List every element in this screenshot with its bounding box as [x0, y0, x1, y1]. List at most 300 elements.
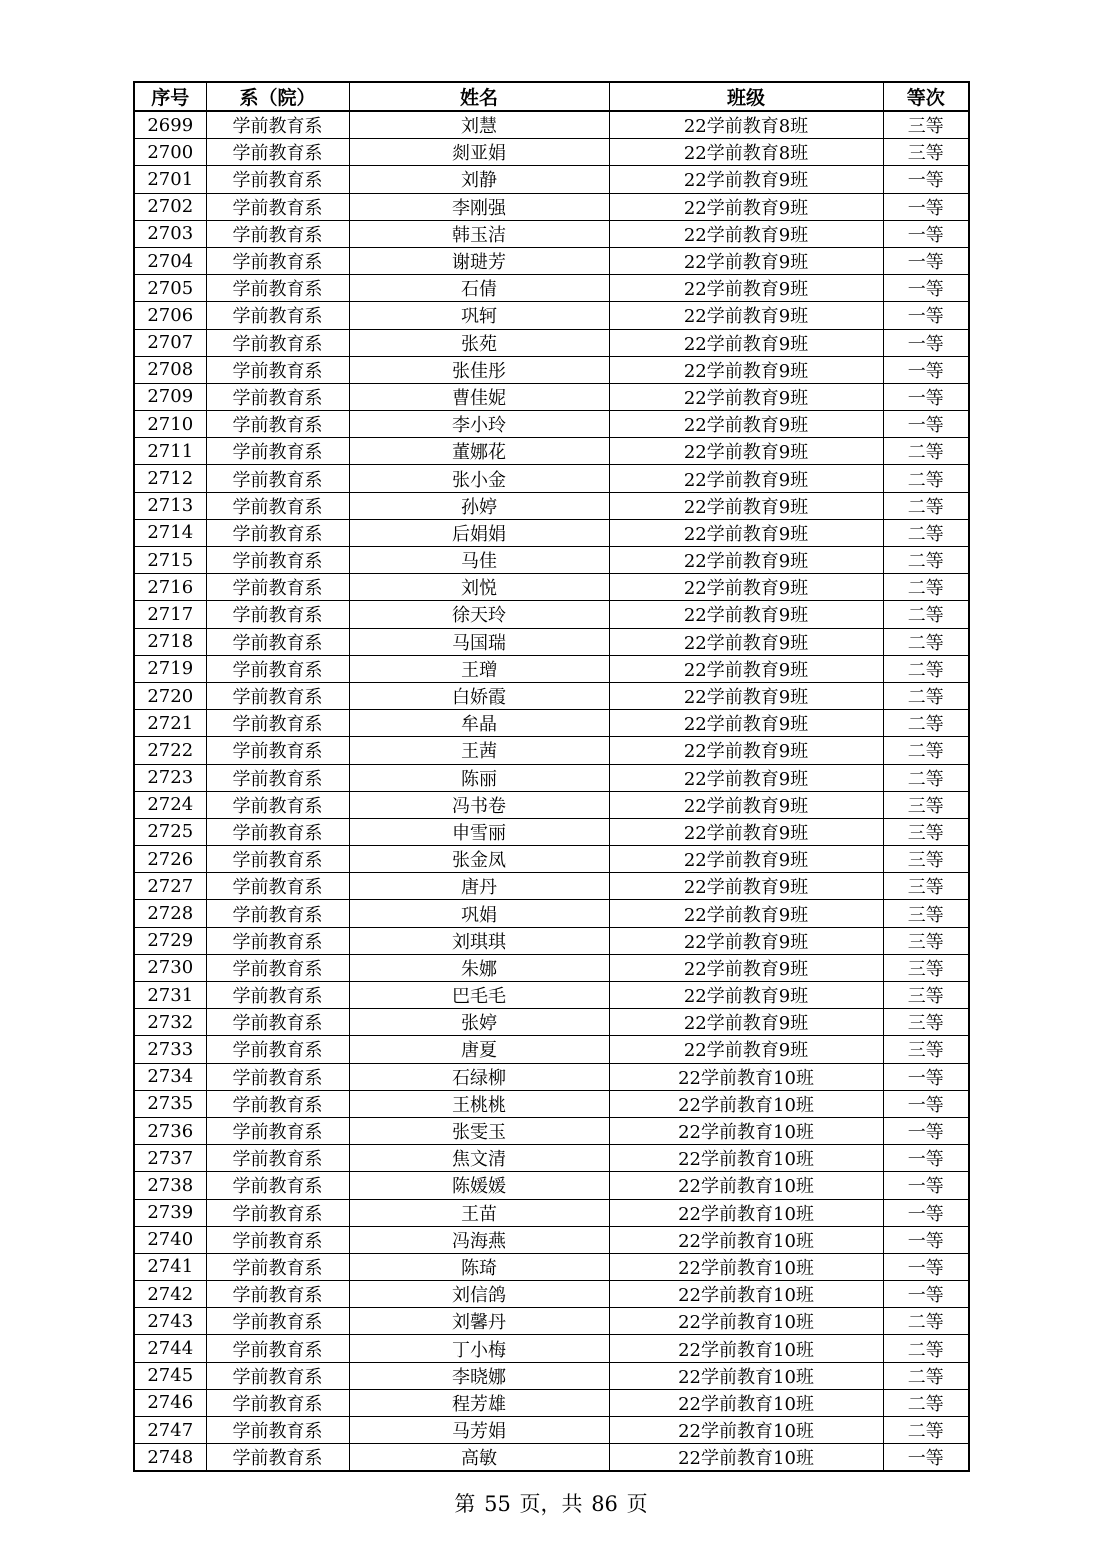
table-row — [134, 818, 969, 845]
table-row — [134, 764, 969, 791]
footer-current-page: 55 — [484, 1492, 511, 1516]
cell-class: 22学前教育10班 — [609, 1090, 883, 1117]
cell-class: 22学前教育9班 — [609, 764, 883, 791]
cell-serial-number: 2715 — [134, 547, 206, 574]
footer-middle: 页，共 — [519, 1492, 583, 1516]
cell-department: 学前教育系 — [206, 1063, 349, 1090]
cell-class: 22学前教育9班 — [609, 438, 883, 465]
table-row — [134, 1199, 969, 1226]
table-row — [134, 737, 969, 764]
table-row — [134, 1009, 969, 1036]
table-row — [134, 1063, 969, 1090]
cell-name: 陈媛媛 — [349, 1172, 609, 1199]
cell-name: 刘信鸽 — [349, 1281, 609, 1308]
table-row — [134, 1444, 969, 1472]
cell-name: 张婷 — [349, 1009, 609, 1036]
header-class: 班级 — [609, 82, 883, 111]
cell-class: 22学前教育9班 — [609, 329, 883, 356]
cell-name: 孙婷 — [349, 492, 609, 519]
table-row — [134, 628, 969, 655]
cell-department: 学前教育系 — [206, 1308, 349, 1335]
cell-grade: 二等 — [883, 492, 969, 519]
table-row — [134, 1335, 969, 1362]
cell-class: 22学前教育9班 — [609, 411, 883, 438]
cell-class: 22学前教育9班 — [609, 873, 883, 900]
table-row — [134, 710, 969, 737]
table-header-row — [134, 82, 969, 111]
cell-grade: 一等 — [883, 220, 969, 247]
table-row — [134, 1281, 969, 1308]
cell-name: 刘悦 — [349, 574, 609, 601]
cell-department: 学前教育系 — [206, 411, 349, 438]
cell-department: 学前教育系 — [206, 275, 349, 302]
cell-grade: 一等 — [883, 1199, 969, 1226]
cell-serial-number: 2735 — [134, 1090, 206, 1117]
cell-grade: 二等 — [883, 1389, 969, 1416]
cell-grade: 一等 — [883, 329, 969, 356]
cell-name: 唐丹 — [349, 873, 609, 900]
cell-grade: 一等 — [883, 1444, 969, 1472]
cell-department: 学前教育系 — [206, 1172, 349, 1199]
cell-class: 22学前教育9班 — [609, 846, 883, 873]
cell-grade: 三等 — [883, 111, 969, 139]
cell-name: 申雪丽 — [349, 818, 609, 845]
cell-name: 唐夏 — [349, 1036, 609, 1063]
cell-grade: 二等 — [883, 655, 969, 682]
table-row — [134, 846, 969, 873]
cell-name: 马佳 — [349, 547, 609, 574]
cell-department: 学前教育系 — [206, 1199, 349, 1226]
cell-class: 22学前教育8班 — [609, 111, 883, 139]
table-body — [134, 111, 969, 1471]
cell-name: 焦文清 — [349, 1145, 609, 1172]
cell-name: 刘琪琪 — [349, 927, 609, 954]
cell-serial-number: 2724 — [134, 791, 206, 818]
table-row — [134, 1362, 969, 1389]
cell-name: 张佳彤 — [349, 356, 609, 383]
cell-class: 22学前教育9班 — [609, 927, 883, 954]
cell-department: 学前教育系 — [206, 1090, 349, 1117]
cell-name: 刘慧 — [349, 111, 609, 139]
cell-serial-number: 2736 — [134, 1117, 206, 1144]
cell-department: 学前教育系 — [206, 1362, 349, 1389]
cell-name: 冯书卷 — [349, 791, 609, 818]
cell-department: 学前教育系 — [206, 710, 349, 737]
cell-name: 张金凤 — [349, 846, 609, 873]
cell-class: 22学前教育9班 — [609, 574, 883, 601]
cell-class: 22学前教育10班 — [609, 1253, 883, 1280]
cell-department: 学前教育系 — [206, 1335, 349, 1362]
cell-class: 22学前教育9班 — [609, 682, 883, 709]
cell-department: 学前教育系 — [206, 846, 349, 873]
cell-department: 学前教育系 — [206, 465, 349, 492]
table-row — [134, 1145, 969, 1172]
table-row — [134, 166, 969, 193]
cell-grade: 一等 — [883, 411, 969, 438]
cell-serial-number: 2707 — [134, 329, 206, 356]
cell-grade: 一等 — [883, 247, 969, 274]
cell-serial-number: 2700 — [134, 139, 206, 166]
header-grade: 等次 — [883, 82, 969, 111]
cell-grade: 二等 — [883, 465, 969, 492]
header-department: 系（院） — [206, 82, 349, 111]
cell-department: 学前教育系 — [206, 1417, 349, 1444]
cell-serial-number: 2733 — [134, 1036, 206, 1063]
cell-name: 马芳娟 — [349, 1417, 609, 1444]
cell-class: 22学前教育9班 — [609, 302, 883, 329]
table-row — [134, 655, 969, 682]
cell-grade: 三等 — [883, 873, 969, 900]
cell-grade: 一等 — [883, 275, 969, 302]
cell-name: 张雯玉 — [349, 1117, 609, 1144]
cell-department: 学前教育系 — [206, 166, 349, 193]
cell-grade: 三等 — [883, 139, 969, 166]
cell-class: 22学前教育10班 — [609, 1417, 883, 1444]
table-row — [134, 411, 969, 438]
cell-grade: 二等 — [883, 764, 969, 791]
cell-department: 学前教育系 — [206, 329, 349, 356]
cell-serial-number: 2718 — [134, 628, 206, 655]
cell-serial-number: 2739 — [134, 1199, 206, 1226]
cell-serial-number: 2730 — [134, 954, 206, 981]
cell-grade: 二等 — [883, 574, 969, 601]
cell-grade: 二等 — [883, 1417, 969, 1444]
cell-grade: 三等 — [883, 846, 969, 873]
table-row — [134, 982, 969, 1009]
cell-name: 巴毛毛 — [349, 982, 609, 1009]
cell-serial-number: 2738 — [134, 1172, 206, 1199]
cell-grade: 一等 — [883, 193, 969, 220]
cell-serial-number: 2699 — [134, 111, 206, 139]
cell-serial-number: 2716 — [134, 574, 206, 601]
cell-serial-number: 2748 — [134, 1444, 206, 1472]
cell-name: 王茜 — [349, 737, 609, 764]
cell-name: 谢琎芳 — [349, 247, 609, 274]
table-row — [134, 383, 969, 410]
cell-class: 22学前教育10班 — [609, 1145, 883, 1172]
table-row — [134, 601, 969, 628]
cell-class: 22学前教育9班 — [609, 791, 883, 818]
cell-department: 学前教育系 — [206, 655, 349, 682]
page-footer — [0, 1488, 1102, 1518]
cell-name: 巩娟 — [349, 900, 609, 927]
cell-grade: 三等 — [883, 1009, 969, 1036]
cell-name: 巩轲 — [349, 302, 609, 329]
cell-department: 学前教育系 — [206, 438, 349, 465]
cell-name: 张小金 — [349, 465, 609, 492]
cell-grade: 二等 — [883, 1308, 969, 1335]
cell-class: 22学前教育9班 — [609, 547, 883, 574]
cell-serial-number: 2713 — [134, 492, 206, 519]
cell-name: 白娇霞 — [349, 682, 609, 709]
cell-class: 22学前教育9班 — [609, 954, 883, 981]
cell-class: 22学前教育10班 — [609, 1172, 883, 1199]
cell-name: 冯海燕 — [349, 1226, 609, 1253]
cell-serial-number: 2743 — [134, 1308, 206, 1335]
cell-class: 22学前教育10班 — [609, 1389, 883, 1416]
cell-serial-number: 2740 — [134, 1226, 206, 1253]
table-row — [134, 574, 969, 601]
cell-name: 丁小梅 — [349, 1335, 609, 1362]
cell-name: 牟晶 — [349, 710, 609, 737]
cell-name: 徐天玲 — [349, 601, 609, 628]
cell-grade: 三等 — [883, 1036, 969, 1063]
cell-class: 22学前教育10班 — [609, 1335, 883, 1362]
cell-grade: 二等 — [883, 438, 969, 465]
cell-name: 李晓娜 — [349, 1362, 609, 1389]
cell-name: 石绿柳 — [349, 1063, 609, 1090]
footer-suffix: 页 — [626, 1492, 648, 1516]
cell-serial-number: 2741 — [134, 1253, 206, 1280]
cell-serial-number: 2712 — [134, 465, 206, 492]
cell-class: 22学前教育9班 — [609, 982, 883, 1009]
table-row — [134, 547, 969, 574]
cell-serial-number: 2721 — [134, 710, 206, 737]
cell-serial-number: 2701 — [134, 166, 206, 193]
cell-department: 学前教育系 — [206, 356, 349, 383]
cell-serial-number: 2737 — [134, 1145, 206, 1172]
cell-serial-number: 2734 — [134, 1063, 206, 1090]
cell-grade: 二等 — [883, 519, 969, 546]
table-row — [134, 492, 969, 519]
cell-class: 22学前教育10班 — [609, 1444, 883, 1472]
cell-department: 学前教育系 — [206, 1009, 349, 1036]
table-row — [134, 438, 969, 465]
table-row — [134, 193, 969, 220]
cell-department: 学前教育系 — [206, 764, 349, 791]
cell-grade: 一等 — [883, 1090, 969, 1117]
cell-serial-number: 2742 — [134, 1281, 206, 1308]
table-row — [134, 1253, 969, 1280]
cell-department: 学前教育系 — [206, 111, 349, 139]
cell-grade: 一等 — [883, 1253, 969, 1280]
table-row — [134, 900, 969, 927]
cell-name: 韩玉洁 — [349, 220, 609, 247]
cell-serial-number: 2705 — [134, 275, 206, 302]
table-row — [134, 465, 969, 492]
cell-grade: 二等 — [883, 710, 969, 737]
header-name: 姓名 — [349, 82, 609, 111]
table-row — [134, 302, 969, 329]
cell-name: 曹佳妮 — [349, 383, 609, 410]
cell-grade: 二等 — [883, 547, 969, 574]
table-row — [134, 275, 969, 302]
cell-serial-number: 2706 — [134, 302, 206, 329]
cell-serial-number: 2726 — [134, 846, 206, 873]
table-row — [134, 247, 969, 274]
cell-class: 22学前教育9班 — [609, 492, 883, 519]
cell-serial-number: 2746 — [134, 1389, 206, 1416]
cell-name: 李小玲 — [349, 411, 609, 438]
cell-department: 学前教育系 — [206, 628, 349, 655]
table-row — [134, 791, 969, 818]
cell-class: 22学前教育9班 — [609, 519, 883, 546]
scholarship-table — [133, 81, 970, 1472]
cell-class: 22学前教育9班 — [609, 818, 883, 845]
table-row — [134, 1417, 969, 1444]
cell-department: 学前教育系 — [206, 601, 349, 628]
cell-grade: 二等 — [883, 682, 969, 709]
table-row — [134, 139, 969, 166]
table-row — [134, 111, 969, 139]
cell-serial-number: 2725 — [134, 818, 206, 845]
cell-department: 学前教育系 — [206, 1145, 349, 1172]
table-row — [134, 1389, 969, 1416]
cell-grade: 三等 — [883, 900, 969, 927]
cell-class: 22学前教育10班 — [609, 1281, 883, 1308]
cell-name: 董娜花 — [349, 438, 609, 465]
cell-grade: 一等 — [883, 1281, 969, 1308]
cell-department: 学前教育系 — [206, 1117, 349, 1144]
cell-grade: 二等 — [883, 628, 969, 655]
table-row — [134, 1226, 969, 1253]
cell-name: 王璔 — [349, 655, 609, 682]
cell-serial-number: 2703 — [134, 220, 206, 247]
cell-department: 学前教育系 — [206, 900, 349, 927]
cell-grade: 一等 — [883, 1145, 969, 1172]
cell-name: 程芳雄 — [349, 1389, 609, 1416]
footer-total-pages: 86 — [591, 1492, 618, 1516]
cell-class: 22学前教育9班 — [609, 655, 883, 682]
cell-grade: 三等 — [883, 954, 969, 981]
cell-name: 陈琦 — [349, 1253, 609, 1280]
cell-name: 李刚强 — [349, 193, 609, 220]
cell-department: 学前教育系 — [206, 302, 349, 329]
cell-department: 学前教育系 — [206, 1389, 349, 1416]
cell-serial-number: 2710 — [134, 411, 206, 438]
cell-name: 刘馨丹 — [349, 1308, 609, 1335]
cell-grade: 一等 — [883, 1063, 969, 1090]
cell-class: 22学前教育8班 — [609, 139, 883, 166]
table-row — [134, 682, 969, 709]
cell-class: 22学前教育10班 — [609, 1199, 883, 1226]
cell-department: 学前教育系 — [206, 927, 349, 954]
cell-serial-number: 2745 — [134, 1362, 206, 1389]
cell-department: 学前教育系 — [206, 818, 349, 845]
cell-serial-number: 2714 — [134, 519, 206, 546]
table-row — [134, 1090, 969, 1117]
cell-grade: 三等 — [883, 927, 969, 954]
cell-name: 张苑 — [349, 329, 609, 356]
cell-class: 22学前教育9班 — [609, 628, 883, 655]
cell-serial-number: 2702 — [134, 193, 206, 220]
cell-department: 学前教育系 — [206, 737, 349, 764]
cell-department: 学前教育系 — [206, 574, 349, 601]
cell-class: 22学前教育9班 — [609, 193, 883, 220]
cell-class: 22学前教育10班 — [609, 1362, 883, 1389]
cell-department: 学前教育系 — [206, 139, 349, 166]
cell-class: 22学前教育9班 — [609, 710, 883, 737]
cell-class: 22学前教育9班 — [609, 166, 883, 193]
cell-class: 22学前教育9班 — [609, 601, 883, 628]
cell-class: 22学前教育9班 — [609, 247, 883, 274]
cell-department: 学前教育系 — [206, 547, 349, 574]
cell-grade: 一等 — [883, 356, 969, 383]
cell-department: 学前教育系 — [206, 1281, 349, 1308]
cell-department: 学前教育系 — [206, 982, 349, 1009]
cell-class: 22学前教育10班 — [609, 1308, 883, 1335]
cell-name: 刘静 — [349, 166, 609, 193]
cell-name: 王桃桃 — [349, 1090, 609, 1117]
cell-department: 学前教育系 — [206, 492, 349, 519]
cell-serial-number: 2709 — [134, 383, 206, 410]
cell-serial-number: 2731 — [134, 982, 206, 1009]
cell-department: 学前教育系 — [206, 193, 349, 220]
table-row — [134, 1117, 969, 1144]
cell-serial-number: 2728 — [134, 900, 206, 927]
table-row — [134, 329, 969, 356]
table-row — [134, 356, 969, 383]
cell-class: 22学前教育9班 — [609, 900, 883, 927]
cell-grade: 二等 — [883, 1335, 969, 1362]
cell-grade: 三等 — [883, 818, 969, 845]
cell-name: 陈丽 — [349, 764, 609, 791]
cell-class: 22学前教育9班 — [609, 1009, 883, 1036]
table-row — [134, 220, 969, 247]
cell-serial-number: 2704 — [134, 247, 206, 274]
cell-serial-number: 2747 — [134, 1417, 206, 1444]
table-row — [134, 1172, 969, 1199]
cell-name: 王苗 — [349, 1199, 609, 1226]
cell-grade: 二等 — [883, 601, 969, 628]
cell-department: 学前教育系 — [206, 682, 349, 709]
cell-name: 高敏 — [349, 1444, 609, 1472]
cell-department: 学前教育系 — [206, 954, 349, 981]
cell-class: 22学前教育9班 — [609, 1036, 883, 1063]
cell-department: 学前教育系 — [206, 1226, 349, 1253]
table-row — [134, 927, 969, 954]
cell-class: 22学前教育9班 — [609, 356, 883, 383]
cell-serial-number: 2727 — [134, 873, 206, 900]
cell-department: 学前教育系 — [206, 1036, 349, 1063]
cell-class: 22学前教育10班 — [609, 1226, 883, 1253]
cell-grade: 二等 — [883, 737, 969, 764]
cell-department: 学前教育系 — [206, 247, 349, 274]
cell-class: 22学前教育9班 — [609, 220, 883, 247]
cell-grade: 一等 — [883, 383, 969, 410]
cell-grade: 一等 — [883, 1172, 969, 1199]
cell-class: 22学前教育9班 — [609, 383, 883, 410]
cell-serial-number: 2722 — [134, 737, 206, 764]
cell-class: 22学前教育9班 — [609, 465, 883, 492]
table-row — [134, 954, 969, 981]
cell-grade: 一等 — [883, 1117, 969, 1144]
cell-grade: 二等 — [883, 1362, 969, 1389]
cell-grade: 一等 — [883, 166, 969, 193]
cell-serial-number: 2744 — [134, 1335, 206, 1362]
cell-serial-number: 2729 — [134, 927, 206, 954]
cell-serial-number: 2723 — [134, 764, 206, 791]
cell-department: 学前教育系 — [206, 1444, 349, 1472]
cell-department: 学前教育系 — [206, 873, 349, 900]
cell-class: 22学前教育9班 — [609, 275, 883, 302]
cell-name: 剡亚娟 — [349, 139, 609, 166]
cell-class: 22学前教育10班 — [609, 1063, 883, 1090]
cell-department: 学前教育系 — [206, 1253, 349, 1280]
footer-prefix: 第 — [454, 1492, 476, 1516]
cell-serial-number: 2708 — [134, 356, 206, 383]
cell-grade: 三等 — [883, 791, 969, 818]
cell-serial-number: 2720 — [134, 682, 206, 709]
table-row — [134, 1308, 969, 1335]
cell-department: 学前教育系 — [206, 383, 349, 410]
cell-serial-number: 2719 — [134, 655, 206, 682]
header-serial-number: 序号 — [134, 82, 206, 111]
cell-serial-number: 2732 — [134, 1009, 206, 1036]
table-row — [134, 1036, 969, 1063]
cell-grade: 一等 — [883, 302, 969, 329]
cell-department: 学前教育系 — [206, 791, 349, 818]
